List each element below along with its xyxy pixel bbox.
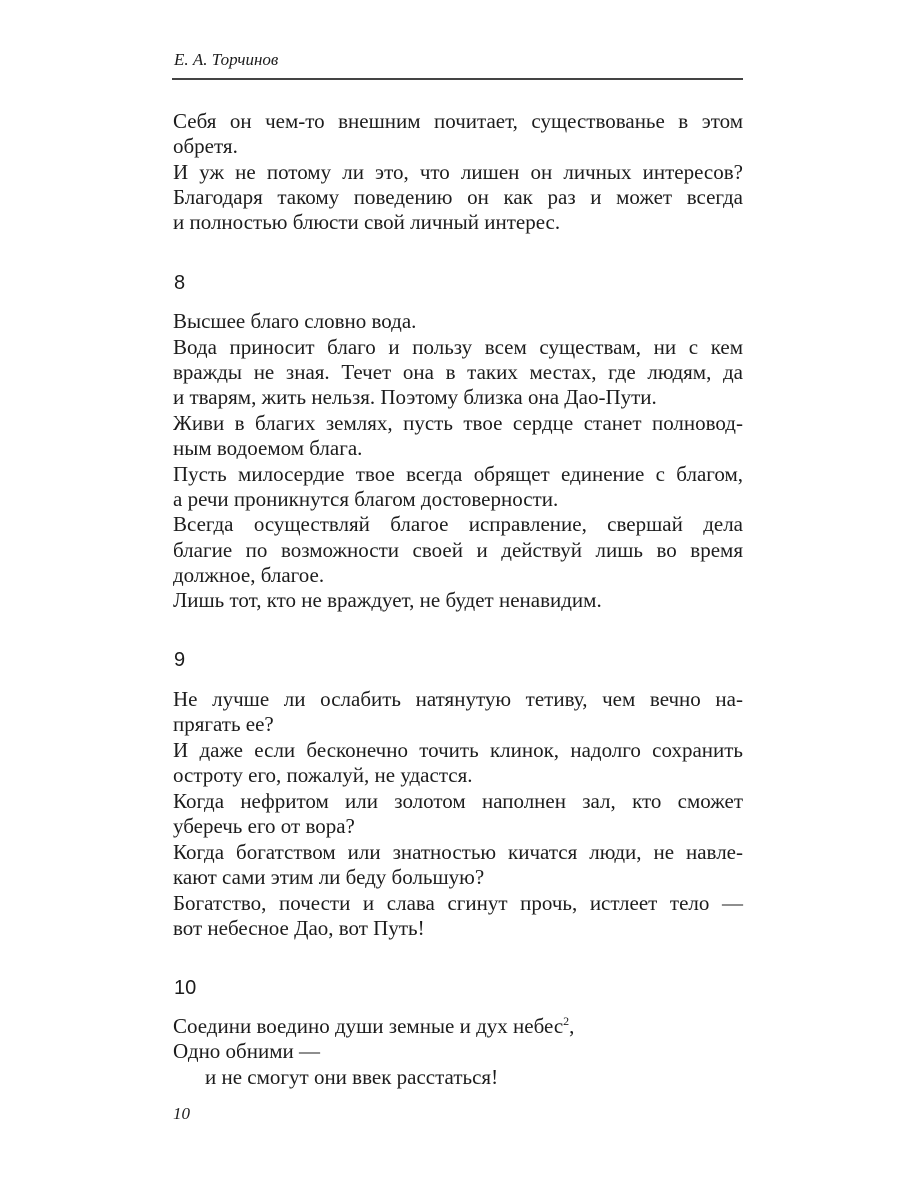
text-line: Вода приносит благо и пользу всем существам, ни с кем — [173, 335, 743, 359]
text-line: Когда нефритом или золотом наполнен зал, кто сможет — [173, 789, 743, 813]
text-line: уберечь его от вора? — [173, 814, 355, 838]
page-number: 10 — [173, 1104, 190, 1123]
section-number: 8 — [174, 272, 186, 294]
text-line: Пусть милосердие твое всегда обрящет единение с благом, — [173, 462, 743, 486]
text-line: Всегда осуществляй благое исправление, свершай дела — [173, 512, 743, 536]
footnote-mark[interactable]: 2 — [563, 1014, 570, 1028]
verse-line: Одно обними — — [173, 1039, 320, 1063]
running-header-author: Е. А. Торчинов — [174, 50, 279, 69]
text-line: остроту его, пожалуй, не удастся. — [173, 763, 473, 787]
text-line: и тварям, жить нельзя. Поэтому близка она Дао-Пути. — [173, 385, 657, 409]
verse-line — [173, 1013, 743, 1039]
text-line: обретя. — [173, 134, 238, 158]
text-line: Высшее благо словно вода. — [173, 309, 417, 333]
verse-punct: , — [569, 1014, 575, 1038]
section-number: 10 — [174, 977, 197, 999]
text-line: должное, благое. — [173, 563, 325, 587]
text-line: И уж не потому ли это, что лишен он личных интересов? — [173, 160, 743, 184]
text-line: Богатство, почести и слава сгинут прочь, истлеет тело — — [173, 891, 743, 915]
text-line: Себя он чем-то внешним почитает, существованье в этом — [173, 109, 743, 133]
header-rule — [172, 78, 743, 80]
text-line: Когда богатством или знатностью кичатся люди, не навле- — [173, 840, 743, 864]
text-line: ным водоемом блага. — [173, 436, 363, 460]
text-line: Не лучше ли ослабить натянутую тетиву, чем вечно на- — [173, 687, 743, 711]
text-line: вражды не зная. Течет она в таких местах, где людям, да — [173, 360, 743, 384]
verse-text: Соедини воедино души земные и дух небес — [173, 1014, 564, 1038]
text-line: Живи в благих землях, пусть твое сердце станет полновод- — [173, 411, 743, 435]
text-line: а речи проникнутся благом достоверности. — [173, 487, 559, 511]
text-line: Благодаря такому поведению он как раз и может всегда — [173, 185, 743, 209]
text-line: прягать ее? — [173, 712, 274, 736]
section-number: 9 — [174, 649, 186, 671]
text-line: И даже если бесконечно точить клинок, надолго сохранить — [173, 738, 743, 762]
text-line: и полностью блюсти свой личный интерес. — [173, 210, 561, 234]
verse-line-indented: и не смогут они ввек расстаться! — [205, 1065, 499, 1089]
text-line: кают сами этим ли беду большую? — [173, 865, 485, 889]
text-line: вот небесное Дао, вот Путь! — [173, 916, 425, 940]
text-line: Лишь тот, кто не враждует, не будет ненавидим. — [173, 588, 602, 612]
text-line: благие по возможности своей и действуй лишь во время — [173, 538, 743, 562]
